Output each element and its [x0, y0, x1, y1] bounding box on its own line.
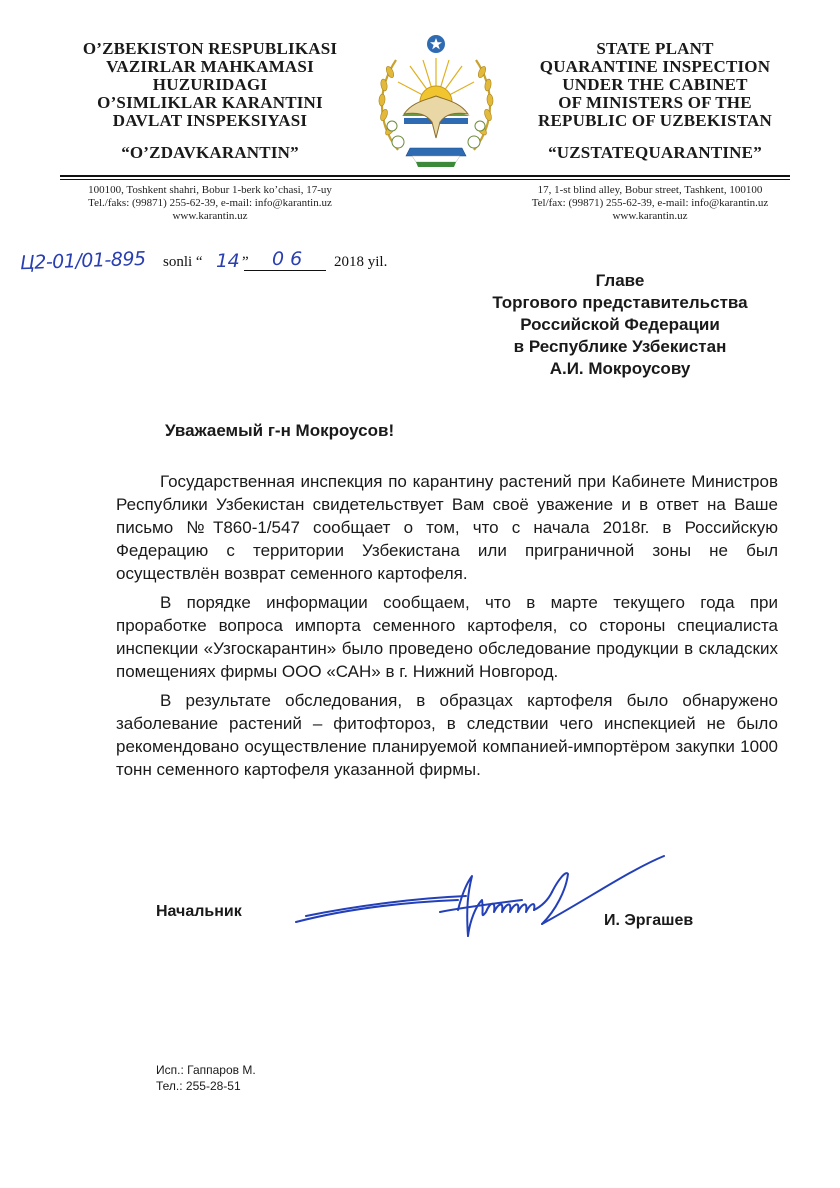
signature-title: Начальник — [156, 903, 242, 920]
reference-month-underline — [244, 270, 326, 271]
header-left-line-5: DAVLAT INSPEKSIYASI — [112, 111, 308, 130]
header-right-short-name: “UZSTATEQUARANTINE” — [548, 143, 762, 162]
header-right-line-2: QUARANTINE INSPECTION — [539, 57, 771, 76]
address-left — [60, 184, 360, 223]
header-right-org-name — [520, 40, 790, 162]
reference-day: 14 — [216, 250, 240, 272]
address-left-street: 100100, Toshkent shahri, Bobur 1-berk ko’chasi, 17-uy — [88, 184, 332, 196]
header-right-line-3: UNDER THE CABINET — [562, 75, 748, 94]
header-right-line-1: STATE PLANT — [596, 39, 714, 58]
address-left-web: www.karantin.uz — [172, 210, 248, 222]
address-right — [500, 184, 800, 223]
salutation: Уважаемый г-н Мокроусов! — [165, 421, 395, 440]
address-right-contacts: Tel/fax: (99871) 255-62-39, e-mail: info@karantin.uz — [531, 197, 769, 209]
reference-line — [19, 247, 420, 276]
addressee-line-5: А.И. Мокроусову — [549, 359, 691, 378]
executor-block — [156, 1062, 256, 1094]
reference-month: 06 — [272, 248, 309, 270]
executor-name: Исп.: Гаппаров М. — [156, 1063, 256, 1077]
letter-body — [116, 470, 778, 787]
signatory-name: И. Эргашев — [604, 912, 694, 929]
header-right-line-4: OF MINISTERS OF THE — [558, 93, 752, 112]
header-right-line-5: REPUBLIC OF UZBEKISTAN — [538, 111, 772, 130]
header-left-line-1: O’ZBEKISTON RESPUBLIKASI — [82, 39, 338, 58]
uzbekistan-state-emblem-icon — [368, 30, 504, 170]
header-left-line-4: O’SIMLIKLAR KARANTINI — [97, 93, 323, 112]
reference-year: 2018 yil. — [334, 254, 388, 270]
header-left-short-name: “O’ZDAVKARANTIN” — [121, 143, 299, 162]
reference-close-quote: ” — [242, 254, 249, 270]
address-right-street: 17, 1-st blind alley, Bobur street, Tashkent, 100100 — [537, 184, 763, 196]
header-left-line-3: HUZURIDAGI — [152, 75, 268, 94]
address-right-web: www.karantin.uz — [612, 210, 688, 222]
header-divider-top — [60, 175, 790, 177]
reference-number: Ц2-01/01-895 — [19, 247, 146, 275]
addressee-line-3: Российской Федерации — [520, 315, 720, 334]
handwritten-signature — [290, 850, 670, 950]
body-paragraph-2: В порядке информации сообщаем, что в марте текущего года при проработке вопроса импорта семенного картофеля, со стороны специалиста инспекции «Узгоскарантин» было проведено обследование продукции в складских помещениях фирмы ООО «САН» в г. Нижний Новгород. — [116, 593, 778, 681]
state-emblem — [368, 30, 504, 170]
executor-phone: Тел.: 255-28-51 — [156, 1079, 241, 1093]
body-paragraph-3: В результате обследования, в образцах картофеля было обнаружено заболевание растений – фитофтороз, в следствии чего инспекцией не было рекомендовано осуществление планируемой компанией-импортёром закупки 1000 тонн семенного картофеля указанной фирмы. — [116, 691, 778, 779]
reference-sonli-label: sonli “ — [163, 254, 203, 270]
body-paragraph-1: Государственная инспекция по карантину растений при Кабинете Министров Республики Узбекистан свидетельствует Вам своё уважение и в ответ на Ваше письмо №Т860-1/547 сообщает о том, что с начала 2018г. в Российскую Федерацию с территории Узбекистана или приграничной зоны не был осуществлён возврат семенного картофеля. — [116, 472, 778, 583]
addressee-block — [470, 270, 770, 380]
header-divider-bottom — [60, 179, 790, 180]
header-left-line-2: VAZIRLAR MAHKAMASI — [106, 57, 314, 76]
address-left-contacts: Tel./faks: (99871) 255-62-39, e-mail: info@karantin.uz — [88, 197, 332, 209]
addressee-line-2: Торгового представительства — [492, 293, 748, 312]
header-left-org-name — [60, 40, 360, 162]
addressee-line-1: Главе — [595, 271, 645, 290]
signature-scribble-icon — [290, 850, 670, 950]
addressee-line-4: в Республике Узбекистан — [513, 337, 727, 356]
